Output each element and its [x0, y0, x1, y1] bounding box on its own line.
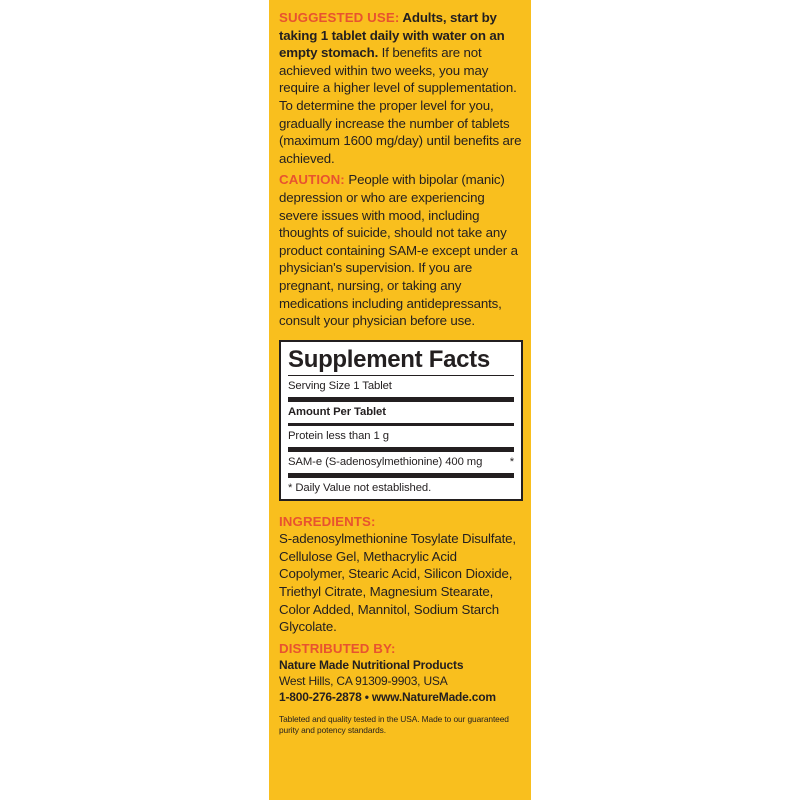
- suggested-use-dosage: Adults, start by taking 1 tablet daily with water on an empty stomach.: [279, 10, 505, 61]
- ingredients-heading: INGREDIENTS:: [279, 513, 376, 529]
- serving-size: Serving Size 1 Tablet: [288, 379, 392, 392]
- ingredients-section: [279, 513, 522, 636]
- daily-value-footnote: * Daily Value not established.: [288, 481, 432, 494]
- suggested-use-heading: SUGGESTED USE:: [279, 10, 400, 25]
- product-label-panel: [269, 0, 531, 800]
- caution-section: [279, 171, 522, 329]
- suggested-use-section: [279, 9, 522, 167]
- supplement-facts-title: Supplement Facts: [288, 345, 490, 373]
- distributed-by-heading: DISTRIBUTED BY:: [279, 640, 396, 656]
- distributor-address: West Hills, CA 91309-9903, USA: [279, 674, 448, 689]
- suggested-use-text: If benefits are not achieved within two weeks, you may require a higher level of supplementation. To determine the proper level for you, gradually increase the number of tablets (maximum 1600 mg/day) until benefits are achieved.: [279, 45, 522, 166]
- protein-row: Protein less than 1 g: [288, 429, 389, 442]
- ingredients-text: S-adenosylmethionine Tosylate Disulfate, Cellulose Gel, Methacrylic Acid Copolymer, Stearic Acid, Silicon Dioxide, Triethyl Citrate, Magnesium Stearate, Color Added, Mannitol, Sodium Starch Glycolate.: [279, 531, 516, 635]
- sam-e-row: [288, 452, 514, 473]
- distributor-company: Nature Made Nutritional Products: [279, 658, 464, 673]
- distributor-contact: 1-800-276-2878 • www.NatureMade.com: [279, 690, 496, 705]
- caution-heading: CAUTION:: [279, 172, 345, 188]
- sam-e-amount: SAM-e (S-adenosylmethionine) 400 mg: [288, 455, 483, 468]
- supplement-facts-panel: [279, 340, 523, 501]
- amount-per-tablet-header: Amount Per Tablet: [288, 405, 386, 418]
- quality-fine-print: Tableted and quality tested in the USA. Made to our guaranteed purity and potency standards.: [279, 714, 509, 735]
- sam-e-daily-value: *: [509, 455, 514, 468]
- caution-text: People with bipolar (manic) depression or who are experiencing severe issues with mood, including thoughts of suicide, should not take any product containing SAM-e except under a physician's supervision. If you are pregnant, nursing, or taking any medications including antidepressants, consult your physician before use.: [279, 172, 518, 329]
